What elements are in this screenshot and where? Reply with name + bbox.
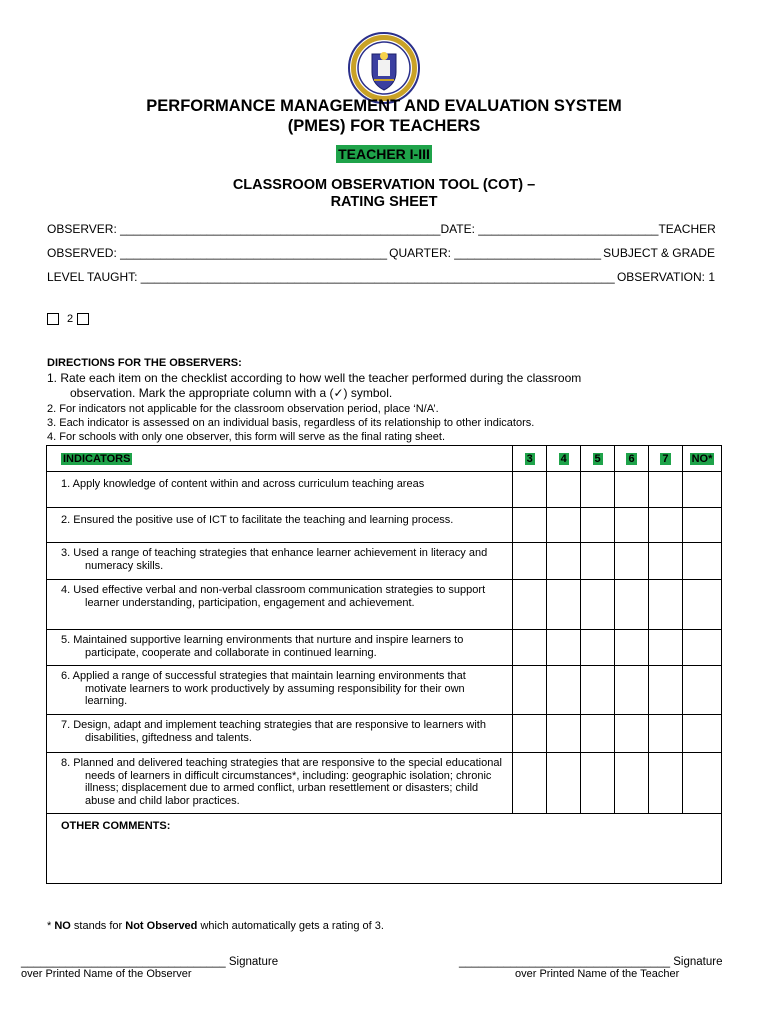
- rating-cell[interactable]: [682, 580, 721, 630]
- rating-cell[interactable]: [649, 666, 683, 715]
- rating-cell[interactable]: [581, 715, 615, 753]
- rating-cell[interactable]: [513, 543, 547, 580]
- observation-1-checkbox[interactable]: [47, 313, 59, 325]
- rating-cell[interactable]: [581, 508, 615, 543]
- rating-cell[interactable]: [682, 753, 721, 814]
- teacher-signature-caption: over Printed Name of the Teacher: [515, 968, 680, 980]
- page-title-line2: (PMES) FOR TEACHERS: [287, 117, 481, 135]
- rating-cell[interactable]: [615, 508, 649, 543]
- table-row: [47, 630, 722, 666]
- subject-grade-label: SUBJECT & GRADE: [603, 246, 715, 260]
- rating-cell[interactable]: [682, 630, 721, 666]
- observation-label: OBSERVATION: 1: [616, 270, 715, 284]
- rating-cell[interactable]: [682, 508, 721, 543]
- rating-cell[interactable]: [649, 753, 683, 814]
- rating-cell[interactable]: [615, 580, 649, 630]
- rating-cell[interactable]: [581, 666, 615, 715]
- table-row: [47, 472, 722, 508]
- rating-cell[interactable]: [615, 543, 649, 580]
- indicator-1: 1. Apply knowledge of content within and across curriculum teaching areas: [47, 472, 513, 508]
- rating-cell[interactable]: [682, 472, 721, 508]
- rating-cell[interactable]: [581, 630, 615, 666]
- rating-cell[interactable]: [513, 666, 547, 715]
- form-subtitle-line1: CLASSROOM OBSERVATION TOOL (COT) –: [232, 177, 536, 193]
- rating-cell[interactable]: [513, 753, 547, 814]
- table-row: [47, 543, 722, 580]
- indicator-5: 5. Maintained supportive learning environments that nurture and inspire learners to participate, cooperate and collaborate in continued learning.: [47, 630, 513, 666]
- not-observed-header: NO*: [682, 446, 721, 472]
- rating-cell[interactable]: [615, 715, 649, 753]
- rating-cell[interactable]: [649, 580, 683, 630]
- teacher-level-badge-wrap: [0, 146, 768, 164]
- footnote: [47, 920, 384, 932]
- quarter-field[interactable]: QUARTER: ______________________: [389, 246, 602, 260]
- direction-item-2: 2. For indicators not applicable for the classroom observation period, place ‘N/A’.: [47, 403, 439, 415]
- rating-cell[interactable]: [649, 630, 683, 666]
- rating-cell[interactable]: [682, 666, 721, 715]
- date-field[interactable]: DATE: ___________________________: [440, 222, 659, 236]
- indicator-6: 6. Applied a range of successful strategies that maintain learning environments that motivate learners to work productively by assuming responsibility for their own learning.: [47, 666, 513, 715]
- observer-field[interactable]: OBSERVER: ________________________________________________: [47, 222, 441, 236]
- rating-cell[interactable]: [547, 543, 581, 580]
- rating-cell[interactable]: [682, 715, 721, 753]
- rating-cell[interactable]: [649, 508, 683, 543]
- indicator-8: 8. Planned and delivered teaching strategies that are responsive to the special educational needs of learners in difficult circumstances*, including: geographic isolation; chronic illness; displacement due to armed conflict, urban resettlement or disasters; child abuse and child labor practices.: [47, 753, 513, 814]
- rating-cell[interactable]: [513, 580, 547, 630]
- observed-field[interactable]: OBSERVED: ________________________________________: [47, 246, 388, 260]
- rating-7-header: 7: [649, 446, 683, 472]
- indicator-3: 3. Used a range of teaching strategies that enhance learner achievement in literacy and numeracy skills.: [47, 543, 513, 580]
- table-row: [47, 666, 722, 715]
- other-comments-label: OTHER COMMENTS:: [61, 820, 171, 832]
- teacher-label: TEACHER: [658, 222, 716, 236]
- rating-4-header: 4: [547, 446, 581, 472]
- observation-2-checkbox[interactable]: [77, 313, 89, 325]
- rating-cell[interactable]: [615, 472, 649, 508]
- indicator-2: 2. Ensured the positive use of ICT to facilitate the teaching and learning process.: [47, 508, 513, 543]
- rating-table: [46, 445, 722, 884]
- direction-item-1-cont: observation. Mark the appropriate column with a (✓) symbol.: [70, 386, 393, 400]
- direction-item-3: 3. Each indicator is assessed on an individual basis, regardless of its relationship to other indicators.: [47, 417, 535, 429]
- rating-cell[interactable]: [649, 472, 683, 508]
- indicator-4: 4. Used effective verbal and non-verbal classroom communication strategies to support learner understanding, participation, engagement and achievement.: [47, 580, 513, 630]
- rating-cell[interactable]: [547, 508, 581, 543]
- table-row: [47, 508, 722, 543]
- rating-cell[interactable]: [513, 630, 547, 666]
- observer-signature-caption: over Printed Name of the Observer: [21, 968, 192, 980]
- form-subtitle-line2: RATING SHEET: [330, 194, 438, 210]
- page-title-line1: PERFORMANCE MANAGEMENT AND EVALUATION SYSTEM: [146, 97, 622, 115]
- field-row-level: [47, 270, 715, 284]
- rating-cell[interactable]: [513, 472, 547, 508]
- other-comments-field[interactable]: [47, 814, 722, 884]
- table-row: [47, 715, 722, 753]
- rating-cell[interactable]: [649, 543, 683, 580]
- rating-cell[interactable]: [581, 543, 615, 580]
- rating-cell[interactable]: [615, 630, 649, 666]
- indicator-7: 7. Design, adapt and implement teaching strategies that are responsive to learners with disabilities, giftedness and talents.: [47, 715, 513, 753]
- rating-cell[interactable]: [547, 630, 581, 666]
- rating-3-header: 3: [513, 446, 547, 472]
- indicators-header: INDICATORS: [47, 446, 513, 472]
- rating-cell[interactable]: [513, 508, 547, 543]
- observation-checkboxes: [47, 313, 89, 325]
- footnote-prefix: *: [47, 920, 55, 932]
- rating-5-header: 5: [581, 446, 615, 472]
- rating-cell[interactable]: [581, 472, 615, 508]
- table-row: [47, 580, 722, 630]
- observer-signature-line[interactable]: ________________________________ Signature: [21, 956, 279, 968]
- footnote-not-observed: Not Observed: [125, 920, 198, 932]
- rating-cell[interactable]: [513, 715, 547, 753]
- level-taught-field[interactable]: LEVEL TAUGHT: _______________________________________________________________________: [47, 270, 615, 284]
- direction-item-1: 1. Rate each item on the checklist according to how well the teacher performed during the classroom: [47, 371, 582, 385]
- field-row-observer: [47, 222, 715, 236]
- rating-cell[interactable]: [615, 666, 649, 715]
- table-row: [47, 753, 722, 814]
- rating-cell[interactable]: [547, 753, 581, 814]
- rating-cell[interactable]: [581, 580, 615, 630]
- field-row-observed: [47, 246, 715, 260]
- rating-6-header: 6: [615, 446, 649, 472]
- footnote-no: NO: [54, 920, 71, 932]
- rating-cell[interactable]: [615, 753, 649, 814]
- rating-cell[interactable]: [581, 753, 615, 814]
- teacher-level-badge: TEACHER I-III: [338, 146, 430, 162]
- footnote-middle: stands for: [70, 920, 126, 932]
- table-header-row: [47, 446, 722, 472]
- rating-cell[interactable]: [547, 666, 581, 715]
- footnote-suffix: which automatically gets a rating of 3.: [197, 920, 384, 932]
- rating-cell[interactable]: [547, 472, 581, 508]
- observation-2-label: 2: [67, 313, 74, 325]
- rating-cell[interactable]: [682, 543, 721, 580]
- rating-cell[interactable]: [547, 715, 581, 753]
- rating-cell[interactable]: [649, 715, 683, 753]
- directions-heading: DIRECTIONS FOR THE OBSERVERS:: [47, 357, 242, 369]
- teacher-signature-line[interactable]: _________________________________ Signature: [459, 956, 723, 968]
- rating-cell[interactable]: [547, 580, 581, 630]
- direction-item-4: 4. For schools with only one observer, this form will serve as the final rating sheet.: [47, 431, 446, 443]
- comments-row: [47, 814, 722, 884]
- deped-seal-logo: [348, 32, 420, 104]
